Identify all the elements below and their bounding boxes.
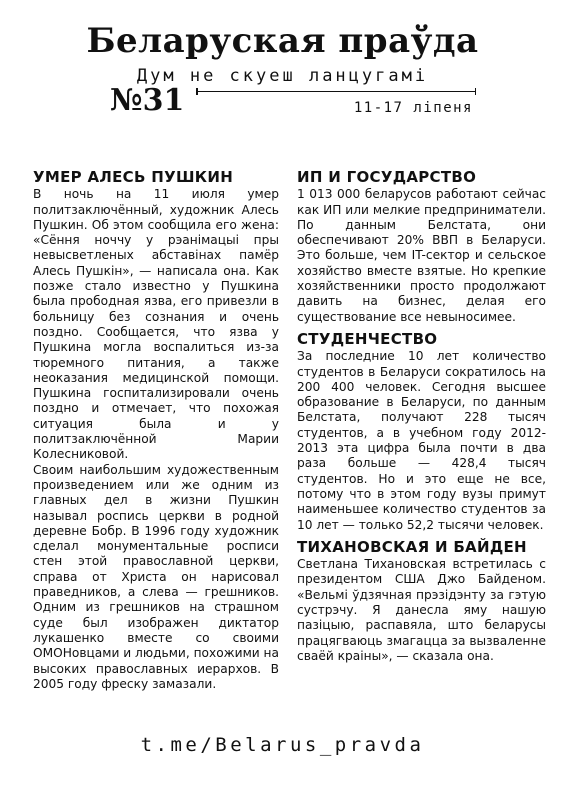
article-ip bbox=[297, 170, 546, 325]
article-pushkin bbox=[33, 170, 279, 692]
article-body: Светлана Тихановская встретилась с президентом США Джо Байденом. «Вельмі ўдзячная прэзідэнту за гэтую сустрэчу. Я данесла яму нашую пазіцыю, распавяла, што беларусы працягваюць змагацца за вызваленне сваёй краіны», — сказала она. bbox=[297, 557, 546, 663]
masthead-rule bbox=[196, 91, 476, 92]
article-body: В ночь на 11 июля умер политзаключённый, художник Алесь Пушкин. Об этом сообщила его жена: «Сёння ноччу у рэанімацыі пры невысветленых абставінах памёр Алесь Пушкін», — написала она. Как позже стало известно у Пушкина была прободная язва, его привезли в больницу без сознания и очень поздно. Сообщается, что язва у Пушкина могла воспалиться из-за тюремного питания, а также неоказания медицинской помощи. Пушкина госпитализировали очень поздно и отмечает, что похожая ситуация была и у политзаключённой Марии Колесниковой. Своим наибольшим художественным произведением или же одним из главных дел в жизни Пушкин называл роспись церкви в родной деревне Бобр. В 1996 году художник сделал монументальные росписи стен этой православной церкви, справа от Христа он нарисовал праведников, а слева — грешников. Одним из грешников на страшном суде был изображен диктатор лукашенко вместе со своими ОМОНовцами и людьми, похожими на высоких православных иерархов. В 2005 году фреску замазали. bbox=[33, 187, 279, 691]
article-headline: ТИХАНОВСКАЯ И БАЙДЕН bbox=[297, 537, 527, 556]
issue-dates: 11-17 ліпеня bbox=[353, 100, 473, 116]
right-column bbox=[297, 170, 546, 671]
article-body: 1 013 000 беларусов работают сейчас как ИП или мелкие предприниматели. По данным Белстата, они обеспечивают 20% ВВП в Беларуси. Это больше, чем IT-сектор и сельское хозяйство вместе взятые. Но крепкие хозяйственники просто продолжают давить на бизнес, делая его существование все невыносимее. bbox=[297, 187, 546, 324]
article-students bbox=[297, 329, 546, 533]
article-headline: ИП И ГОСУДАРСТВО bbox=[297, 168, 477, 186]
newspaper-motto: Дум не скуеш ланцугамі bbox=[136, 66, 429, 86]
left-column bbox=[33, 170, 279, 699]
article-biden bbox=[297, 537, 546, 664]
telegram-link[interactable]: t.me/Belarus_pravda bbox=[140, 734, 425, 756]
article-headline: СТУДЕНЧЕСТВО bbox=[297, 329, 438, 348]
article-body: За последние 10 лет количество студентов в Беларуси сократилось на 200 400 человек. Сегодня высшее образование в Беларуси, по данным Белстата, получают 228 тысяч студентов, а в учебном году 2012-2013 эта цифра была почти в два раза больше — 428,4 тысяч студентов. Но и это еще не все, потому что в этом году вузы примут наименьшее количество студентов за 10 лет — только 52,2 тысячи человек. bbox=[297, 349, 546, 532]
issue-number: №31 bbox=[110, 83, 185, 118]
newspaper-title: Беларуская праўда bbox=[86, 21, 479, 61]
article-headline: УМЕР АЛЕСЬ ПУШКИН bbox=[33, 168, 234, 186]
